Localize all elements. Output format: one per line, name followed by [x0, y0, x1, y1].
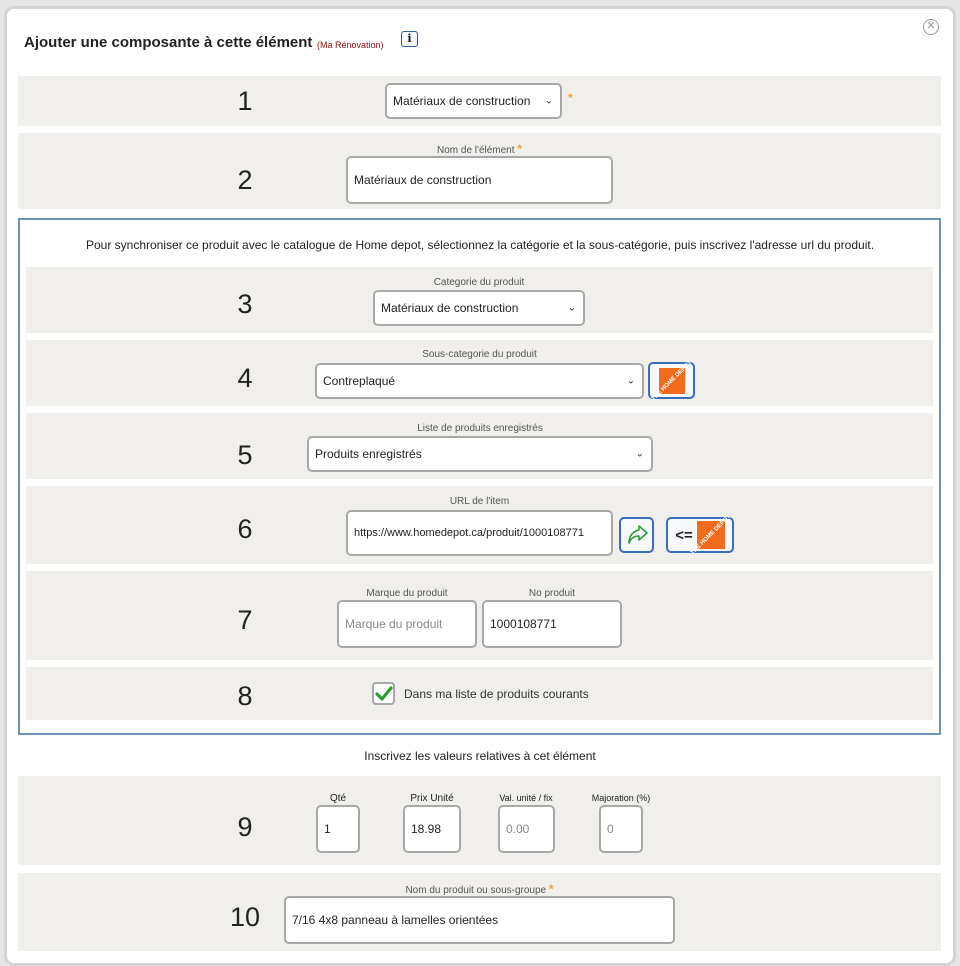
row-number: 4	[237, 363, 253, 393]
quantity-input[interactable]: 1	[316, 805, 360, 853]
values-instructions: Inscrivez les valeurs relatives à cet élément	[364, 749, 596, 763]
markup-input[interactable]: 0	[599, 805, 643, 853]
row-number: 9	[237, 812, 253, 842]
row-number: 1	[237, 86, 253, 116]
quantity-label: Qté	[329, 793, 347, 804]
fixed-value-label: Val. unité / fix	[499, 793, 553, 803]
checkmark-icon	[375, 685, 393, 703]
fixed-value-input[interactable]: 0.00	[498, 805, 555, 853]
row-number: 5	[237, 440, 253, 470]
chevron-down-icon: ⌄	[626, 375, 635, 387]
row-9	[18, 776, 941, 865]
product-number-label: No produit	[528, 588, 576, 599]
element-name-label: Nom de l'élément *	[437, 142, 522, 156]
share-arrow-icon	[625, 523, 649, 547]
product-name-input[interactable]: 7/16 4x8 panneau à lamelles orientées	[284, 896, 675, 944]
unit-price-input[interactable]: 18.98	[403, 805, 461, 853]
select-value: Produits enregistrés	[315, 447, 422, 461]
current-products-label: Dans ma liste de produits courants	[404, 687, 589, 701]
item-url-label: URL de l'item	[449, 496, 510, 507]
close-icon[interactable]: ✕	[923, 19, 939, 35]
saved-products-select[interactable]	[307, 436, 653, 472]
import-from-home-depot-button[interactable]	[666, 513, 734, 557]
select-value: Contreplaqué	[323, 374, 396, 388]
brand-label: Marque du produit	[366, 588, 448, 599]
row-number: 3	[237, 289, 253, 319]
element-name-input[interactable]: Matériaux de construction	[346, 156, 613, 204]
row-number: 7	[237, 605, 253, 635]
item-url-input[interactable]: https://www.homedepot.ca/produit/1000108771	[346, 510, 613, 556]
select-value: Matériaux de construction	[381, 301, 519, 315]
dialog-title: Ajouter une composante à cette élément	[24, 34, 313, 51]
home-depot-catalog-button[interactable]	[648, 359, 695, 402]
product-category-select[interactable]	[373, 290, 585, 326]
chevron-down-icon: ⌄	[544, 95, 553, 107]
current-products-checkbox[interactable]	[372, 682, 395, 705]
product-number-input[interactable]: 1000108771	[482, 600, 622, 648]
component-type-select[interactable]	[385, 83, 562, 119]
product-category-label: Categorie du produit	[433, 277, 525, 288]
chevron-down-icon: ⌄	[635, 448, 644, 460]
row-number: 2	[237, 165, 253, 195]
row-7	[26, 571, 933, 660]
product-subcategory-label: Sous-categorie du produit	[422, 349, 537, 360]
row-number: 6	[237, 514, 253, 544]
required-marker: *	[568, 91, 573, 105]
markup-label: Majoration (%)	[591, 793, 651, 803]
brand-input[interactable]: Marque du produit	[337, 600, 477, 648]
product-name-label: Nom du produit ou sous-groupe *	[405, 882, 554, 896]
product-subcategory-select[interactable]	[315, 363, 644, 399]
row-number: 8	[237, 681, 253, 711]
row-number: 10	[229, 902, 261, 932]
saved-products-label: Liste de produits enregistrés	[417, 423, 543, 434]
import-arrow: <=	[675, 526, 693, 544]
dialog-subtitle: (Ma Rénovation)	[317, 40, 384, 50]
chevron-down-icon: ⌄	[567, 302, 576, 314]
select-value: Matériaux de construction	[393, 94, 531, 108]
open-url-button[interactable]	[619, 517, 654, 553]
info-icon[interactable]: i	[401, 31, 418, 47]
home-depot-logo-icon: THE HOME DEPOT	[650, 359, 693, 402]
home-depot-logo-icon: THE HOME DEPOT	[689, 513, 732, 557]
unit-price-label: Prix Unité	[410, 793, 454, 804]
sync-instructions: Pour synchroniser ce produit avec le catalogue de Home depot, sélectionnez la catégorie et la sous-catégorie, puis inscrivez l'adresse url du produit.	[85, 238, 875, 252]
